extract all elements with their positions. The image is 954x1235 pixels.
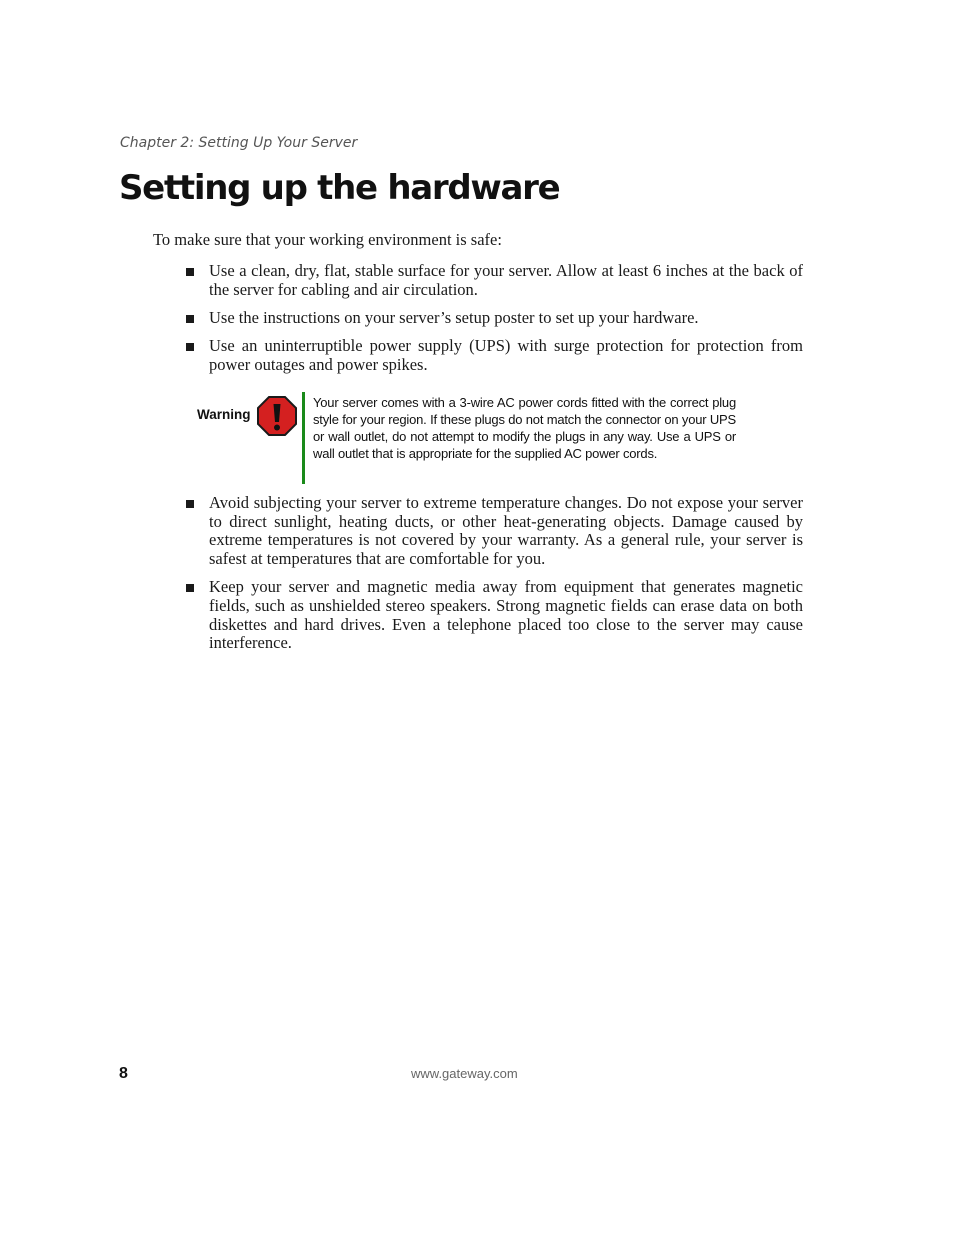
bullet-list-top bbox=[183, 262, 803, 384]
list-item-text: Use an uninterruptible power supply (UPS) with surge protection for protection from power outages and power spikes. bbox=[209, 336, 803, 374]
list-item-text: Keep your server and magnetic media away from equipment that generates magnetic fields, such as unshielded stereo speakers. Strong magnetic fields can erase data on both diskettes and hard drives. Even a telephone placed too close to the server may cause interference. bbox=[209, 577, 803, 653]
bullet-square-icon bbox=[186, 268, 194, 276]
list-item bbox=[183, 262, 803, 299]
page-title: Setting up the hardware bbox=[119, 168, 560, 208]
list-item bbox=[183, 309, 803, 328]
list-item-text: Avoid subjecting your server to extreme temperature changes. Do not expose your server to direct sunlight, heating ducts, or other heat-generating objects. Damage caused by extreme temperatures is not covered by your warranty. As a general rule, your server is safest at temperatures that are comfortable for you. bbox=[209, 493, 803, 569]
bullet-square-icon bbox=[186, 584, 194, 592]
bullet-square-icon bbox=[186, 343, 194, 351]
list-item bbox=[183, 494, 803, 569]
warning-exclamation-icon bbox=[257, 396, 297, 436]
bullet-square-icon bbox=[186, 500, 194, 508]
bullet-square-icon bbox=[186, 315, 194, 323]
warning-label: Warning bbox=[197, 407, 251, 422]
intro-text: To make sure that your working environment is safe: bbox=[153, 230, 502, 249]
chapter-heading: Chapter 2: Setting Up Your Server bbox=[120, 135, 358, 151]
warning-text: Your server comes with a 3-wire AC power cords fitted with the correct plug style for your region. If these plugs do not match the connector on your UPS or wall outlet, do not attempt to modify the plugs in any way. Use a UPS or wall outlet that is appropriate for the supplied AC power cords. bbox=[313, 395, 736, 461]
list-item bbox=[183, 337, 803, 374]
bullet-list-bottom bbox=[183, 494, 803, 663]
list-item-text: Use a clean, dry, flat, stable surface for your server. Allow at least 6 inches at the back of the server for cabling and air circulation. bbox=[209, 261, 803, 299]
page-number: 8 bbox=[119, 1065, 128, 1082]
warning-accent-bar bbox=[302, 392, 305, 484]
footer-url: www.gateway.com bbox=[411, 1066, 518, 1081]
list-item-text: Use the instructions on your server’s setup poster to set up your hardware. bbox=[209, 307, 699, 327]
list-item bbox=[183, 578, 803, 653]
